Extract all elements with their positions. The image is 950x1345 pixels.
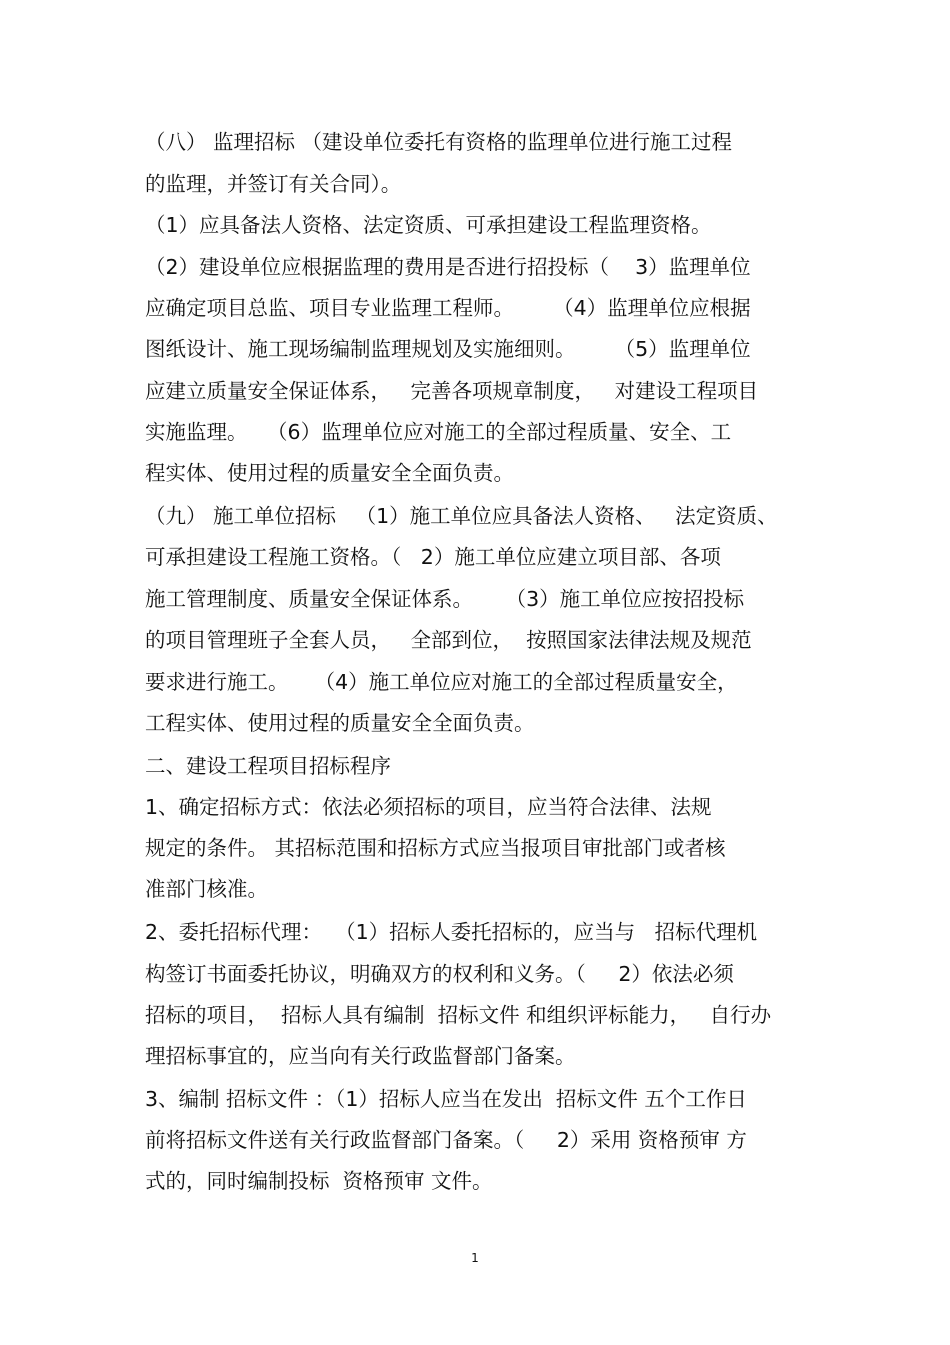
text-line: 构签订书面委托协议，明确双方的权利和义务。（ 2）依法必须: [145, 962, 734, 986]
text-line: （1）应具备法人资格、法定资质、可承担建设工程监理资格。: [145, 213, 712, 237]
text-line: 施工管理制度、质量安全保证体系。 （3）施工单位应按招投标: [145, 587, 745, 611]
text-line: （2）建设单位应根据监理的费用是否进行招投标（ 3）监理单位: [145, 255, 751, 279]
text-line: 理招标事宜的，应当向有关行政监督部门备案。: [145, 1044, 576, 1068]
text-line: 应确定项目总监、项目专业监理工程师。 （4）监理单位应根据: [145, 296, 751, 320]
text-line: 1、确定招标方式：依法必须招标的项目，应当符合法律、法规: [145, 795, 712, 819]
page-number: 1: [471, 1251, 479, 1265]
text-line: 前将招标文件送有关行政监督部门备案。（ 2）采用 资格预审 方: [145, 1128, 747, 1152]
text-line: 应建立质量安全保证体系， 完善各项规章制度， 对建设工程项目: [145, 379, 759, 403]
text-line: 2、委托招标代理： （1）招标人委托招标的，应当与 招标代理机: [145, 920, 758, 944]
text-line: 的项目管理班子全套人员， 全部到位， 按照国家法律法规及规范: [145, 628, 752, 652]
text-line: 的监理，并签订有关合同）。: [145, 172, 402, 196]
text-line: 准部门核准。: [145, 877, 268, 901]
text-line: 3、编制 招标文件 ：（1）招标人应当在发出 招标文件 五个工作日: [145, 1087, 747, 1111]
text-line: 图纸设计、施工现场编制监理规划及实施细则。 （5）监理单位: [145, 337, 751, 361]
text-line: 规定的条件。 其招标范围和招标方式应当报项目审批部门或者核: [145, 836, 726, 860]
text-line: 要求进行施工。 （4）施工单位应对施工的全部过程质量安全，: [145, 670, 738, 694]
text-line: 式的，同时编制投标 资格预审 文件。: [145, 1169, 493, 1193]
section-heading: 二、建设工程项目招标程序: [145, 754, 391, 778]
text-line: 实施监理。 （6）监理单位应对施工的全部过程质量、安全、工: [145, 420, 732, 444]
text-line: 程实体、使用过程的质量安全全面负责。: [145, 461, 514, 485]
text-line: （八） 监理招标 （建设单位委托有资格的监理单位进行施工过程: [145, 130, 733, 154]
text-line: 可承担建设工程施工资格。（ 2）施工单位应建立项目部、各项: [145, 545, 721, 569]
text-line: 工程实体、使用过程的质量安全全面负责。: [145, 711, 535, 735]
text-line: 招标的项目， 招标人具有编制 招标文件 和组织评标能力， 自行办: [145, 1003, 772, 1027]
text-line: （九） 施工单位招标 （1）施工单位应具备法人资格、 法定资质、: [145, 504, 778, 528]
